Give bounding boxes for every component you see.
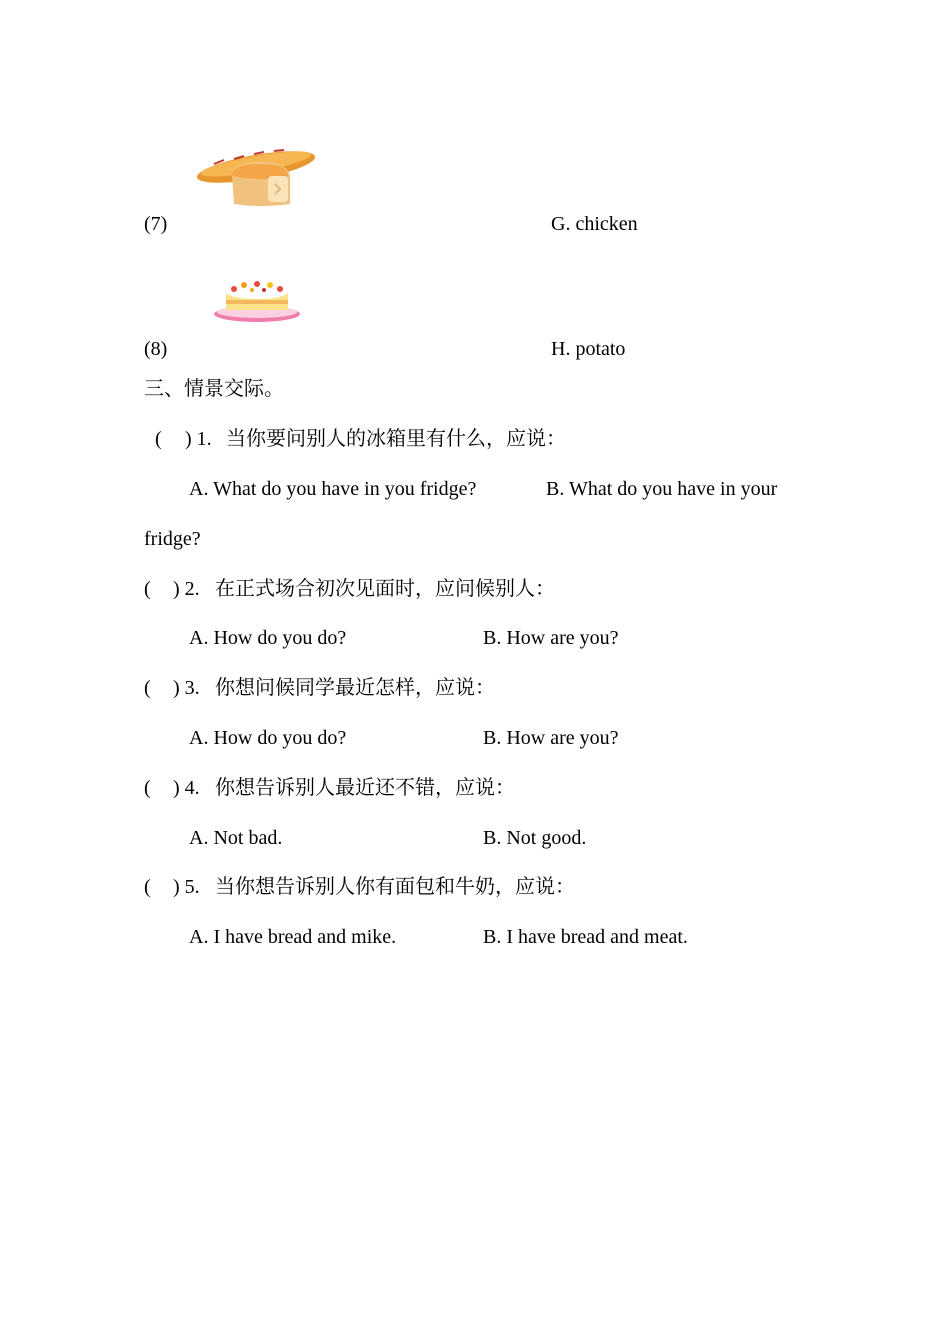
question-5-option-b[interactable]: B. I have bread and meat. bbox=[483, 926, 688, 948]
question-1-option-b[interactable]: B. What do you have in your bbox=[546, 478, 778, 500]
question-1-option-b-wrap: fridge? bbox=[144, 528, 201, 550]
question-2-option-b[interactable]: B. How are you? bbox=[483, 627, 619, 649]
match-option-h: H. potato bbox=[551, 338, 626, 360]
question-3-blank-open[interactable]: ( bbox=[144, 677, 151, 699]
bread-loaves-picture bbox=[194, 142, 318, 210]
question-5-number: ) 5. bbox=[173, 876, 200, 898]
question-1-option-a[interactable]: A. What do you have in you fridge? bbox=[189, 478, 477, 500]
question-2-stem: 在正式场合初次见面时，应问候别人： bbox=[215, 578, 555, 600]
birthday-cake-picture bbox=[212, 274, 302, 324]
question-1-blank-open[interactable]: ( bbox=[155, 428, 162, 450]
question-5-stem: 当你想告诉别人你有面包和牛奶，应说： bbox=[215, 876, 575, 898]
question-5-blank-open[interactable]: ( bbox=[144, 876, 151, 898]
question-2-option-a[interactable]: A. How do you do? bbox=[189, 627, 347, 649]
section-title: 三、情景交际。 bbox=[144, 378, 284, 400]
question-2-blank-open[interactable]: ( bbox=[144, 578, 151, 600]
match-number-7: (7) bbox=[144, 213, 168, 235]
question-3-option-b[interactable]: B. How are you? bbox=[483, 727, 619, 749]
question-4-stem: 你想告诉别人最近还不错，应说： bbox=[215, 777, 515, 799]
question-4-blank-open[interactable]: ( bbox=[144, 777, 151, 799]
question-4-option-b[interactable]: B. Not good. bbox=[483, 827, 587, 849]
question-5-option-a[interactable]: A. I have bread and mike. bbox=[189, 926, 397, 948]
match-option-g: G. chicken bbox=[551, 213, 638, 235]
question-4-option-a[interactable]: A. Not bad. bbox=[189, 827, 283, 849]
question-3-stem: 你想问候同学最近怎样，应说： bbox=[215, 677, 495, 699]
question-1-stem: 当你要问别人的冰箱里有什么，应说： bbox=[226, 428, 566, 450]
match-number-8: (8) bbox=[144, 338, 168, 360]
question-1-number: ) 1. bbox=[185, 428, 212, 450]
question-2-number: ) 2. bbox=[173, 578, 200, 600]
question-4-number: ) 4. bbox=[173, 777, 200, 799]
question-3-option-a[interactable]: A. How do you do? bbox=[189, 727, 347, 749]
question-3-number: ) 3. bbox=[173, 677, 200, 699]
